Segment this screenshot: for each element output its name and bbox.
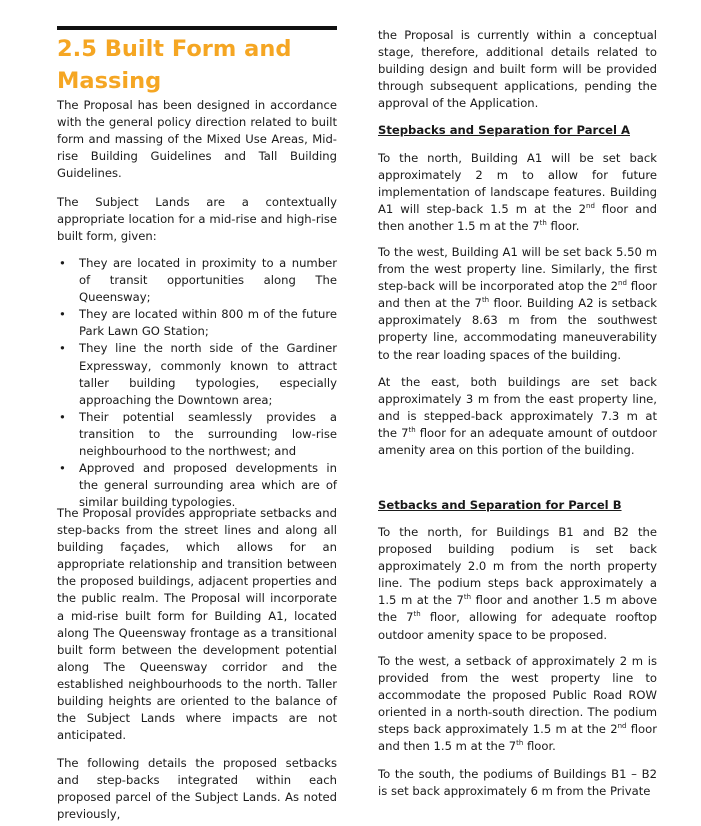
- parcel-b-north-paragraph: To the north, for Buildings B1 and B2 the proposed building podium is set back approximately 2.0 m from the north property line. The podium steps back approximately a 1.5 m at the 7th floor and another 1.5 m above the 7th floor, allowing for adequate rooftop outdoor amenity space to be proposed.: [378, 525, 657, 642]
- left-paragraph-4: The following details the proposed setbacks and step-backs integrated within each proposed parcel of the Subject Lands. As noted previously,: [57, 756, 337, 822]
- parcel-a-east-paragraph: At the east, both buildings are set back approximately 3 m from the east property line, and is stepped-back approximately 7.3 m at the 7th floor for an adequate amount of outdoor amenity area on this portion of the building.: [378, 375, 657, 458]
- heading-line-1: 2.5 Built Form and: [57, 36, 292, 62]
- bullet-icon: •: [59, 307, 66, 322]
- list-item: • They are located in proximity to a number of transit opportunities along The Queensway;: [59, 256, 337, 305]
- parcel-b-south-paragraph: To the south, the podiums of Buildings B1 – B2 is set back approximately 6 m from the Private: [378, 767, 657, 799]
- parcel-a-heading: Stepbacks and Separation for Parcel A: [378, 123, 630, 137]
- parcel-a-north-paragraph: To the north, Building A1 will be set back approximately 2 m to allow for future implementation of landscape features. Building A1 will step-back 1.5 m at the 2nd floor and then another 1.5 m at the 7th floor.: [378, 151, 657, 234]
- left-paragraph-3: The Proposal provides appropriate setbacks and step-backs from the street lines and along all building façades, which allows for an appropriate relationship and transition between the proposed buildings, adjacent properties and the public realm. The Proposal will incorporate a mid-rise built form for Building A1, located along The Queensway frontage as a transitional built form between the development potential along The Queensway corridor and the established neighbourhoods to the north. Taller building heights are oriented to the balance of the Subject Lands where impacts are not anticipated.: [57, 506, 337, 743]
- heading-line-2: Massing: [57, 67, 162, 94]
- right-paragraph-1: the Proposal is currently within a conceptual stage, therefore, additional details related to building design and built form will be provided through subsequent applications, pending the approval of the Application.: [378, 28, 657, 111]
- criteria-list: [57, 255, 337, 511]
- heading-rule: [57, 26, 337, 30]
- bullet-icon: •: [59, 256, 66, 270]
- list-item: • Their potential seamlessly provides a transition to the surrounding low-rise neighbourhood to the northwest; and: [59, 409, 337, 459]
- list-item: • They line the north side of the Gardiner Expressway, commonly known to attract taller building typologies, especially approaching the Downtown area;: [59, 341, 337, 407]
- section-heading: [57, 34, 347, 97]
- bullet-icon: •: [59, 341, 66, 356]
- list-item: • They are located within 800 m of the future Park Lawn GO Station;: [59, 307, 337, 339]
- left-paragraph-1: The Proposal has been designed in accordance with the general policy direction related to built form and massing of the Mixed Use Areas, Mid-rise Building Guidelines and Tall Building Guidelines.: [57, 98, 337, 181]
- parcel-b-heading: Setbacks and Separation for Parcel B: [378, 498, 622, 512]
- left-paragraph-2: The Subject Lands are a contextually appropriate location for a mid-rise and high-rise built form, given:: [57, 195, 337, 244]
- list-item: • Approved and proposed developments in the general surrounding area which are of similar building typologies.: [59, 461, 337, 510]
- parcel-a-west-paragraph: To the west, Building A1 will be set back 5.50 m from the west property line. Similarly, the first step-back will be incorporated atop the 2nd floor and then at the 7th floor. Building A2 is setback approximately 8.63 m from the southwest property line, accommodating maneuverability to the rear loading spaces of the building.: [378, 245, 657, 362]
- parcel-b-west-paragraph: To the west, a setback of approximately 2 m is provided from the west property line to accommodate the proposed Public Road ROW oriented in a north-south direction. The podium steps back approximately 1.5 m at the 2nd floor and then 1.5 m at the 7th floor.: [378, 654, 657, 754]
- bullet-icon: •: [59, 409, 66, 424]
- bullet-icon: •: [59, 461, 66, 476]
